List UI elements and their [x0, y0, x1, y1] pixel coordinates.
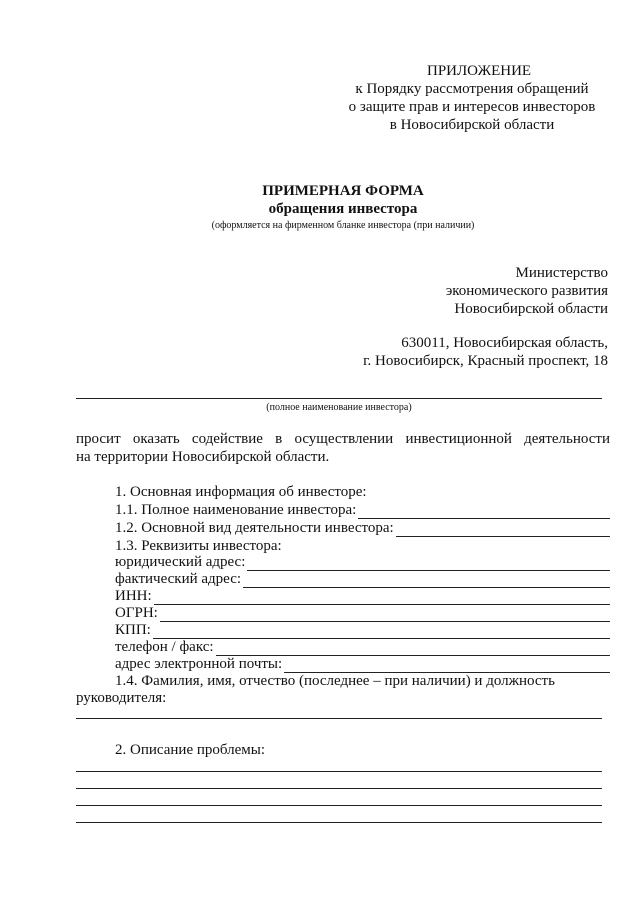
ogrn-row: [115, 604, 610, 622]
phone-field: [216, 641, 610, 656]
full-name-field: [358, 504, 610, 519]
addressee-address-2: г. Новосибирск, Красный проспект, 18: [363, 353, 608, 369]
kpp-field: [153, 624, 610, 639]
kpp-label: КПП:: [115, 622, 151, 638]
section-2-heading: 2. Описание проблемы:: [115, 742, 266, 758]
inn-row: [115, 587, 610, 605]
actual-address-label: фактический адрес:: [115, 571, 242, 587]
activity-field: [396, 522, 610, 537]
form-subtitle: обращения инвестора: [268, 201, 418, 217]
legal-address-field: [247, 556, 610, 571]
problem-line-2: [76, 788, 602, 789]
appendix-title: ПРИЛОЖЕНИЕ: [427, 63, 532, 79]
actual-address-row: [115, 570, 610, 588]
problem-line-4: [76, 822, 602, 823]
activity-label: 1.2. Основной вид деятельности инвестора:: [115, 520, 394, 536]
addressee-line-1: Министерство: [515, 265, 608, 281]
requisites-label: 1.3. Реквизиты инвестора:: [115, 538, 282, 554]
full-name-row: [115, 501, 610, 519]
phone-label: телефон / факс:: [115, 639, 214, 655]
kpp-row: [115, 621, 610, 639]
email-field: [284, 658, 610, 673]
phone-row: [115, 638, 610, 656]
form-title: ПРИМЕРНАЯ ФОРМА: [262, 183, 424, 199]
full-name-label: 1.1. Полное наименование инвестора:: [115, 502, 357, 518]
addressee-line-2: экономического развития: [445, 283, 608, 299]
inn-label: ИНН:: [115, 588, 152, 604]
legal-address-row: [115, 553, 610, 571]
appendix-line-2: о защите прав и интересов инвесторов: [348, 99, 596, 115]
section-1-heading: 1. Основная информация об инвесторе:: [115, 484, 367, 500]
email-row: [115, 655, 610, 673]
addressee-address-1: 630011, Новосибирская область,: [401, 335, 608, 351]
legal-address-label: юридический адрес:: [115, 554, 246, 570]
head-label-line-2: руководителя:: [76, 690, 167, 706]
head-label-line-1: 1.4. Фамилия, имя, отчество (последнее – при наличии) и должность: [115, 673, 555, 689]
ogrn-field: [160, 607, 610, 622]
inn-field: [154, 590, 610, 605]
appendix-line-3: в Новосибирской области: [389, 117, 555, 133]
investor-name-caption: (полное наименование инвестора): [266, 402, 412, 413]
head-field-line: [76, 718, 602, 719]
form-note: (оформляется на фирменном бланке инвестора (при наличии): [211, 220, 475, 231]
problem-line-1: [76, 771, 602, 772]
request-line-2: на территории Новосибирской области.: [76, 449, 330, 465]
ogrn-label: ОГРН:: [115, 605, 158, 621]
investor-name-line: [76, 398, 602, 399]
appendix-line-1: к Порядку рассмотрения обращений: [355, 81, 589, 97]
request-line-1: просит оказать содействие в осуществлении инвестиционной деятельности: [76, 431, 610, 447]
email-label: адрес электронной почты:: [115, 656, 283, 672]
problem-line-3: [76, 805, 602, 806]
addressee-line-3: Новосибирской области: [454, 301, 608, 317]
actual-address-field: [243, 573, 610, 588]
activity-row: [115, 519, 610, 537]
